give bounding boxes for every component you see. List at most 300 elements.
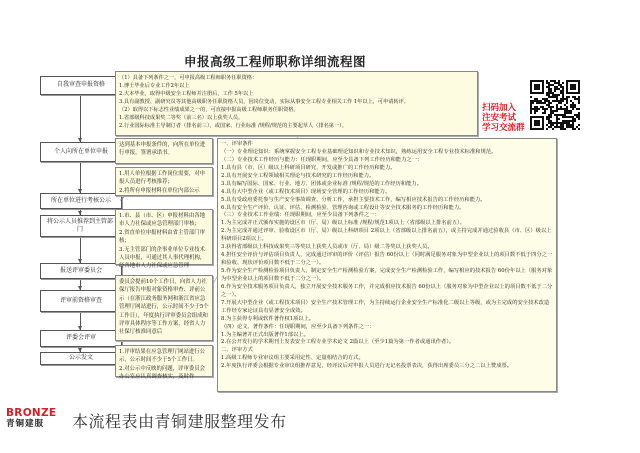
note-text: 2.对公示中反映的问题，评审委员会办公室应认真调查核实，及时作 [119,365,206,381]
qualification-note [115,71,478,136]
qr-module [566,108,568,110]
step-submit-committee: 报送评审委员会 [40,263,122,279]
qr-module [558,84,560,86]
qr-module [564,98,566,100]
qr-module [566,100,568,102]
qr-module [550,92,552,94]
qr-module [558,122,560,124]
qr-module [560,106,562,108]
criteria-line: 4.具有大中型企业（或工程技术项目）现场安全管理的工作经历和能力。 [221,188,391,195]
qr-module [574,118,576,120]
qr-module [562,114,564,116]
qr-module [538,100,540,102]
criteria-line: 1.为主完成并正式颁布实施的设区市（厅、局）级以上标准 /规程/规范1项以上（省部级以上排名前五）。 [221,220,466,227]
qualification-line: 2.行业国际标准主导制订者（排名前三），或国家、行业标准 /规程/规范的主要起草人（排名第一）。 [119,123,347,130]
qr-module [556,116,558,118]
qr-module [562,96,564,98]
note-text: 1.评审结果在应急管理厅网站进行公示，公示时间不少于5个工作日。 [119,349,206,364]
qr-module [576,116,578,118]
qr-module [568,124,570,126]
qr-module [574,106,576,108]
qr-module [548,106,550,108]
qr-caption [482,104,525,133]
qr-module [548,126,550,128]
qr-module [578,102,580,104]
qr-module [564,120,566,122]
criteria-line: （一）专业理论知识：系统掌握安全工程专业基础理论知识和专业技术知识，熟练运用安全工程专业技术标准和规范。 [221,148,497,155]
qr-module [566,120,568,122]
qr-module [544,98,546,100]
qualification-line: 3.具有副教授、副研究员等其他高级职务任职资格人员，因岗位变动，实际从事安全工程专业相关工作 1年以上，可申请转评。 [119,99,410,106]
qr-module [546,108,548,110]
qr-module [542,98,544,100]
qr-module [556,124,558,126]
qr-module [568,112,570,114]
page-title: 申报高级工程师职称详细流程图 [183,54,366,69]
qr-module [548,116,550,118]
qr-module [542,112,544,114]
note-text: 1.市、县（市、区）申报材料由各地市人力社保或应急管理部门审核； [119,213,206,228]
qr-module [550,84,552,86]
qr-module [568,120,570,122]
qr-module [562,120,564,122]
qr-module [564,114,566,116]
qr-module [546,124,548,126]
qr-module [540,100,542,102]
qr-module [562,82,564,84]
qualification-line: 1.省部级科技成果奖二等奖（前三名）以上获奖人员。 [119,115,244,122]
qr-module [550,112,552,114]
logo-text-en: BRONZE [6,407,57,419]
qr-module [562,128,564,130]
qr-module [560,114,562,116]
qr-module [564,110,566,112]
qr-module [546,94,548,96]
note-text: 达到基本申报条件的，向所在单位进行申报，签署承诺书。 [119,142,206,157]
qr-module [554,90,556,92]
qr-module [556,96,558,98]
qr-module [552,122,554,124]
qr-module [552,94,554,96]
qr-module [542,106,544,108]
qr-module [578,118,580,120]
note-text: 1.用人单位根据工作岗位需要，对申报人员进行考核推荐； [119,171,206,186]
qualification-line: （1）具备下列条件之一，可申报高级工程师职务任职资格： [119,75,258,81]
qr-module [534,98,536,100]
qr-module [552,110,554,112]
qr-module [566,110,568,112]
qr-module [558,118,560,120]
note-qualification-review [115,275,213,341]
qr-module [562,100,564,102]
qr-module [536,98,538,100]
step-apply-to-unit: 个人向所在单位申报 [40,142,122,162]
qr-module [576,108,578,110]
qr-module [566,116,568,118]
qr-module [544,112,546,114]
qr-module [568,116,570,118]
qr-module [530,112,532,114]
qr-module [560,122,562,124]
qr-module [548,122,550,124]
qr-module [552,124,554,126]
note-apply [115,138,213,164]
qr-module [538,108,540,110]
step-qualification-review: 评审前资格审查 [40,290,122,312]
qr-module [556,120,558,122]
qr-module [534,110,536,112]
qr-module [558,126,560,128]
qr-caption-line: 注安考试 [482,112,517,123]
qr-module [550,114,552,116]
qr-module [572,108,574,110]
qr-module [560,124,562,126]
qr-module [532,100,534,102]
qr-module [550,96,552,98]
qr-module [560,102,562,104]
criteria-line: 2.年度执行评委会根据专业审议组推荐意见，经评议后对申报人员进行无记名投票表决，获得出席委员三分之二以上赞成票。 [221,363,513,370]
qr-module [570,100,572,102]
qr-module [560,92,562,94]
qr-module [572,116,574,118]
qr-module [574,96,576,98]
qr-module [578,108,580,110]
qr-module [546,100,548,102]
qualification-line: （2）取得以下标志性业绩成果之一的，可直接申报高级工程师职务任职资格。 [119,107,299,114]
criteria-line: 1.高级工程师专业审议组主要采用定性、定量相结合的方式。 [221,355,364,362]
qr-module [540,106,542,108]
qr-module [556,106,558,108]
qr-module [558,94,560,96]
qr-module [548,82,550,84]
logo-text-cn: 青铜建服 [6,418,45,429]
qr-module [578,98,580,100]
qr-module [566,122,568,124]
qr-module [556,104,558,106]
criteria-line: 8.为主获得专利或软件著作权1项以上。 [221,315,315,322]
qr-module [548,90,550,92]
qr-module [554,126,556,128]
qr-module [550,106,552,108]
qr-module [536,100,538,102]
qr-module [574,98,576,100]
qr-module [574,128,576,130]
qr-module [550,90,552,92]
criteria-line: 7.开展大中型企业（或工程技术项目）安全生产技术管理工作，为主持续运行企业安全生产标准化二级以上等级，或为主完成的安全技术改造工作经专家论证具有显著安全成效。 [221,299,550,314]
note-text: 3.无主管部门的企事业单位专业技术人员申报，可通过其人事代理机构，经各地市人力社保或应急管理 [119,246,206,270]
qr-module [546,86,548,88]
qr-module [552,92,554,94]
qr-module [574,104,576,106]
qr-module [550,122,552,124]
qr-module [566,126,568,128]
qr-module [572,96,574,98]
qr-module [538,102,540,104]
qr-module [530,108,532,110]
qr-module [556,100,558,102]
note-recommend [115,209,213,270]
qr-module [548,94,550,96]
qr-module [530,106,532,108]
step-committee-review: 评委会评审 [40,330,122,347]
qr-module [552,100,554,102]
qr-module [576,126,578,128]
qr-module [530,110,532,112]
qr-module [536,110,538,112]
qr-module [554,86,556,88]
qr-module [570,120,572,122]
qr-module [550,80,552,82]
qr-module [558,102,560,104]
qr-module [554,114,556,116]
qr-module [548,114,550,116]
qr-module [548,92,550,94]
qr-module [548,86,550,88]
qr-module [534,100,536,102]
qr-module [548,120,550,122]
qr-module [544,102,546,104]
qr-module [560,98,562,100]
qr-module [536,108,538,110]
qr-module [572,128,574,130]
qr-module [572,104,574,106]
qr-module [550,116,552,118]
qr-module [576,98,578,100]
qr-module [556,82,558,84]
qr-module [578,124,580,126]
qr-module [578,128,580,130]
qr-module [562,122,564,124]
note-publish [115,345,213,381]
footer-note: 本流程表由青铜建服整理发布 [72,412,287,431]
criteria-line: 3.具有编写国际、国家、行业、地方、团体或企业标准 /规程/规范的工作经历和能力。 [221,180,422,187]
criteria-line: 6.具有安全生产评价、认证、评估、检测检验、管理咨询或工程设计等安全技术服务的工作经历和能力。 [221,204,465,211]
qr-module [578,116,580,118]
qr-module [562,98,564,100]
qr-module [546,118,548,120]
qr-module [568,96,570,98]
qr-module [550,126,552,128]
qr-module [554,96,556,98]
criteria-line: （三）专业技术工作业绩：任现职期间，应至少具备下列条件之一： [221,212,380,219]
qr-module [548,100,550,102]
note-unit-assessment [115,167,213,196]
qr-module [554,88,556,90]
qr-module [556,126,558,128]
qr-module [548,96,550,98]
criteria-line: 1.为主编著并正式出版著作1部以上。 [221,331,309,338]
qr-module [552,80,554,82]
qr-module [564,112,566,114]
criteria-line: 1.具有县（市、区）级以上科研项目研究、开发或推广的工作经历和能力。 [221,164,396,171]
qr-module [560,108,562,110]
qr-module [548,118,550,120]
qr-module [542,102,544,104]
criteria-line: 一、评审条件 [221,141,253,147]
qr-module [554,94,556,96]
qr-module [552,128,554,130]
qr-module [546,82,548,84]
qr-module [534,120,540,126]
qr-module [564,116,566,118]
qr-module [564,108,566,110]
qr-module [540,102,542,104]
criteria-line: （四）论文、著作条件：任现职期间，应至少具备下列条件之一： [221,323,375,330]
criteria-line: 5.具有受政府委托参与生产安全事故调查、分析工作，承担主要技术工作，编写相应技术报告的工作经历和能力。 [221,196,486,203]
qr-module [556,98,558,100]
qr-module [572,102,574,104]
criteria-line: 2.具有开展安全工程领域相关理论与技术研究的工作经历和能力。 [221,172,375,179]
step-self-check: 自我审查申报资格 [40,76,122,95]
criteria-line: 2.在公开发行的学术期刊上发表安全工程专业学术论文 2篇以上（至少1篇为第一作者或通讯作者）。 [221,339,455,346]
qr-module [562,90,564,92]
qr-module [548,102,550,104]
qr-module [536,102,538,104]
criteria-line: 6.作为安全技术服务项目负责人，独立开展安全技术服务工作，并完成相应技术报告 60份以上（服务对象为中型企业以上的项目数不低于二分之一）。 [221,283,553,298]
qr-module [530,102,532,104]
qr-module [564,128,566,130]
qr-module [550,88,552,90]
qr-module [562,86,564,88]
qr-module [562,94,564,96]
qr-module [572,122,574,124]
qr-module [572,118,574,120]
qr-module [548,104,550,106]
bronze-logo [6,408,56,429]
qr-module [570,116,572,118]
qr-module [572,126,574,128]
qr-caption-line: 学习交流群 [482,122,525,133]
qr-module [560,90,562,92]
qr-module [558,80,560,82]
qr-module [550,108,552,110]
criteria-line: 2.为主完成并通过评审、验收设区市（厅、局）级以上科研项目 2项以上（省部级以上排名前五），或主持完成并通过验收县（市、区）级以上科研项目2项以上。 [221,228,552,243]
qr-module [554,100,556,102]
qr-module [570,106,572,108]
qr-module [556,108,558,110]
qr-module [574,120,576,122]
qr-module [562,116,564,118]
step-recommend: 将公示人员推荐到主管部门 [40,215,120,237]
note-text: 2.省直单位申报材料由省主管部门审核； [119,229,206,245]
qr-module [564,104,566,106]
qr-module [558,82,560,84]
qr-module [568,126,570,128]
qr-module [534,108,536,110]
qr-module [536,106,538,108]
qr-module [550,102,552,104]
qr-module [544,110,546,112]
qr-module [566,106,568,108]
qr-module [568,110,570,112]
qr-module [530,100,532,102]
qr-module [558,88,560,90]
qr-module [578,100,580,102]
qr-module [550,120,552,122]
qr-module [550,110,552,112]
qr-module [578,96,580,98]
qr-module [546,98,548,100]
qr-module [530,104,532,106]
qr-module [574,114,576,116]
qr-module [558,108,560,110]
qr-module [546,92,548,94]
qr-code-icon[interactable] [530,80,580,130]
qr-module [548,88,550,90]
qr-module [566,124,568,126]
qr-module [570,126,572,128]
qr-module [554,80,556,82]
qr-module [556,122,558,124]
qr-module [532,108,534,110]
qr-module [546,116,548,118]
qr-module [534,84,540,90]
qr-module [572,120,574,122]
criteria-line: 二、评审方式 [221,347,253,354]
qr-module [544,108,546,110]
qr-module [562,126,564,128]
qr-module [560,128,562,130]
qr-module [530,96,532,98]
qr-module [566,112,568,114]
qr-module [554,122,556,124]
qr-module [560,100,562,102]
criteria-line: 4.担任安全评价与评估项目负责人，完成通过评审的评价（评估）报告 60份以上（同时满足服务对象为中型企业以上的项目数不低于四分之一和验收、现状评价项目数不低于二分之一）。 [221,252,553,267]
qr-module [566,98,568,100]
qualification-line: 1.博士毕业后专业工作2年以上 [119,83,190,90]
qr-module [570,112,572,114]
qr-module [550,124,552,126]
qr-module [534,112,536,114]
qr-module [546,128,548,130]
qr-module [556,86,558,88]
qr-module [560,84,562,86]
qr-module [576,114,578,116]
qr-module [570,110,572,112]
qr-caption-line: 扫码加入 [482,103,517,113]
qr-module [558,100,560,102]
qr-module [554,110,556,112]
qr-module [552,96,554,98]
qr-module [556,118,558,120]
qr-module [566,96,568,98]
step-publish: 公示发文 [40,352,122,365]
review-criteria-note [217,138,557,392]
qr-module [532,102,534,104]
step-unit-assessment: 所在单位进行考核公示 [40,193,122,209]
qr-module [570,124,572,126]
qr-module [572,106,574,108]
qr-module [552,112,554,114]
criteria-line: 5.作为安全生产检测检验项目负责人，制定安全生产检测检验方案，完成安全生产检测检验工作，编写相应的技术报告 60份年以上（服务对象为中型企业以上的项目数不低于二分之一）。 [221,268,553,282]
qr-module [552,106,554,108]
qr-module [546,104,548,106]
qr-module [578,114,580,116]
qr-module [578,112,580,114]
qr-module [546,80,548,82]
qr-module [570,104,572,106]
qr-module [558,114,560,116]
qr-module [562,108,564,110]
qr-module [562,88,564,90]
qr-module [560,86,562,88]
qr-module [544,100,546,102]
criteria-line: （二）专业技术工作经历与能力：任现职期间，应至少具备下列工作经历和能力之一： [221,156,423,163]
qr-module [570,84,576,90]
qr-module [556,88,558,90]
qr-module [556,110,558,112]
qr-module [556,114,558,116]
